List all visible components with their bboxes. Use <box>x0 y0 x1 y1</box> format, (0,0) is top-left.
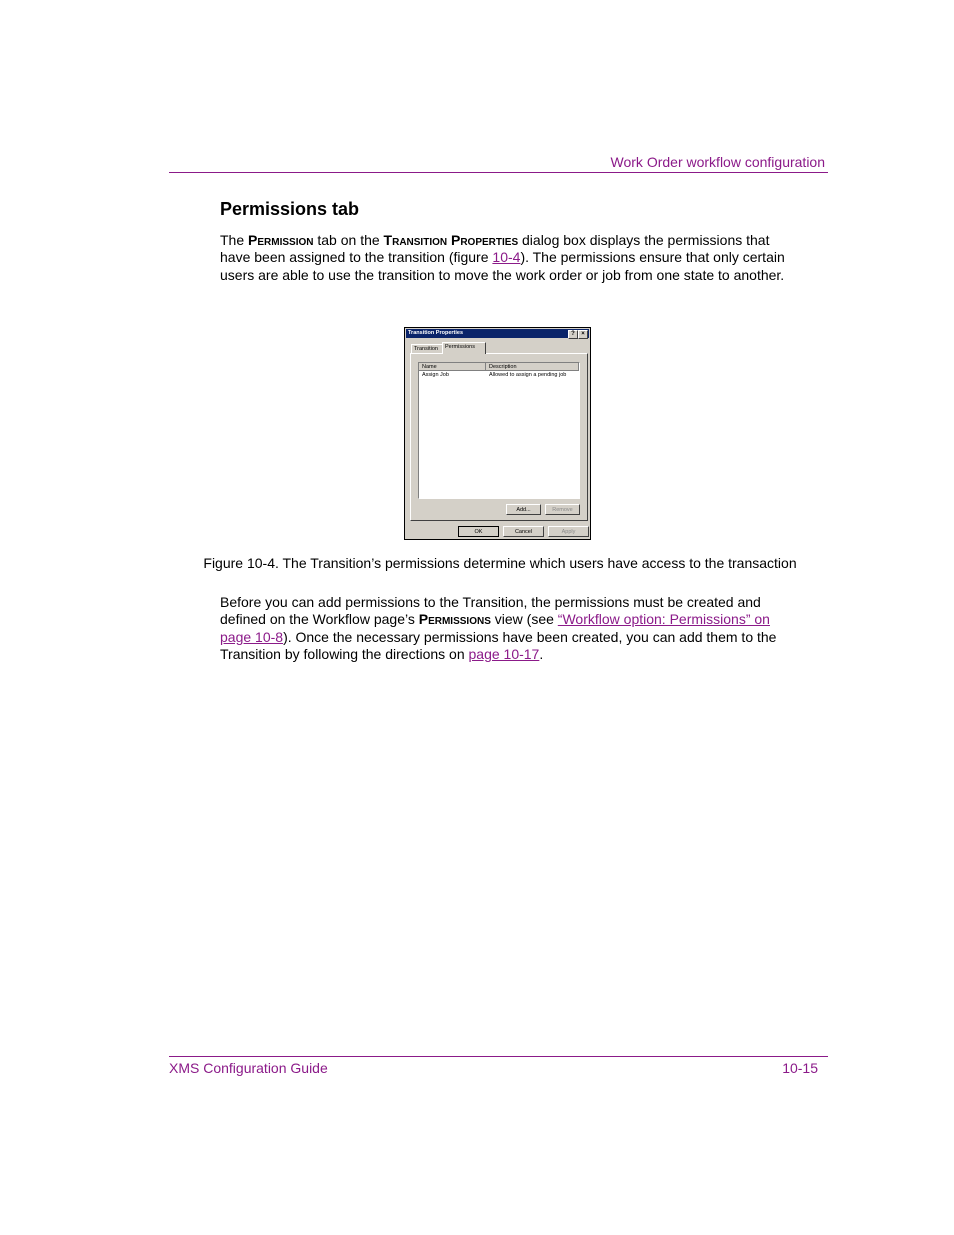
help-icon[interactable]: ? <box>568 330 578 339</box>
close-icon[interactable]: × <box>578 330 588 339</box>
footer-guide-title: XMS Configuration Guide <box>169 1060 328 1076</box>
tab-label: Transition <box>414 346 438 352</box>
ok-button[interactable]: OK <box>458 526 499 537</box>
page-number: 10-15 <box>782 1060 818 1076</box>
text-run: dialog box displays the permissions that have been assigned to the transition (figure <box>220 232 770 266</box>
ui-term-permissions: Permissions <box>418 611 491 628</box>
tab-permissions[interactable] <box>442 342 486 354</box>
remove-button[interactable]: Remove <box>545 504 580 515</box>
dialog-titlebar <box>406 329 589 338</box>
body-paragraph <box>220 594 786 663</box>
section-title: Permissions tab <box>220 199 360 219</box>
text-run: ). Once the necessary permissions have been created, you can add them to the Transition by following the directions on <box>220 628 777 662</box>
ui-term-permission: Permission <box>248 232 314 248</box>
text-run: ). The permissions ensure that only certain users are able to use the transition to move the work order or job from one state to another. <box>220 249 785 283</box>
column-header-description[interactable]: Description <box>486 363 579 371</box>
figure-link[interactable]: 10-4 <box>492 249 521 266</box>
cross-reference-link[interactable]: “Workflow option: Permissions” on page 10-8 <box>220 611 770 645</box>
text-run: Before you can add permissions to the Transition, the permissions must be created and defined on the Workflow page’s <box>220 594 761 628</box>
row-description[interactable]: Allowed to assign a pending job <box>489 372 567 378</box>
ui-term-transition-properties: Transition Properties <box>383 232 519 248</box>
footer-rule <box>169 1056 828 1057</box>
apply-button[interactable]: Apply <box>548 526 589 537</box>
add-button[interactable]: Add... <box>506 504 541 515</box>
text-run: The <box>220 232 249 248</box>
intro-paragraph <box>220 232 786 284</box>
column-header-name[interactable]: Name <box>419 363 486 371</box>
row-name[interactable]: Assign Job <box>422 372 449 378</box>
dialog-title: Transition Properties <box>408 330 464 336</box>
tab-label: Permissions <box>445 344 475 350</box>
page-link[interactable]: page 10-17 <box>468 645 540 662</box>
text-run: tab on the <box>313 232 384 248</box>
figure-caption: Figure 10-4. The Transition’s permissions determine which users have access to the transaction <box>203 555 797 571</box>
transition-properties-dialog <box>404 327 591 540</box>
cancel-button[interactable]: Cancel <box>503 526 544 537</box>
header-rule <box>169 172 828 173</box>
running-header: Work Order workflow configuration <box>610 154 825 170</box>
text-run: view (see <box>490 611 558 628</box>
text-run: . <box>539 645 544 662</box>
permissions-list[interactable] <box>418 362 580 499</box>
